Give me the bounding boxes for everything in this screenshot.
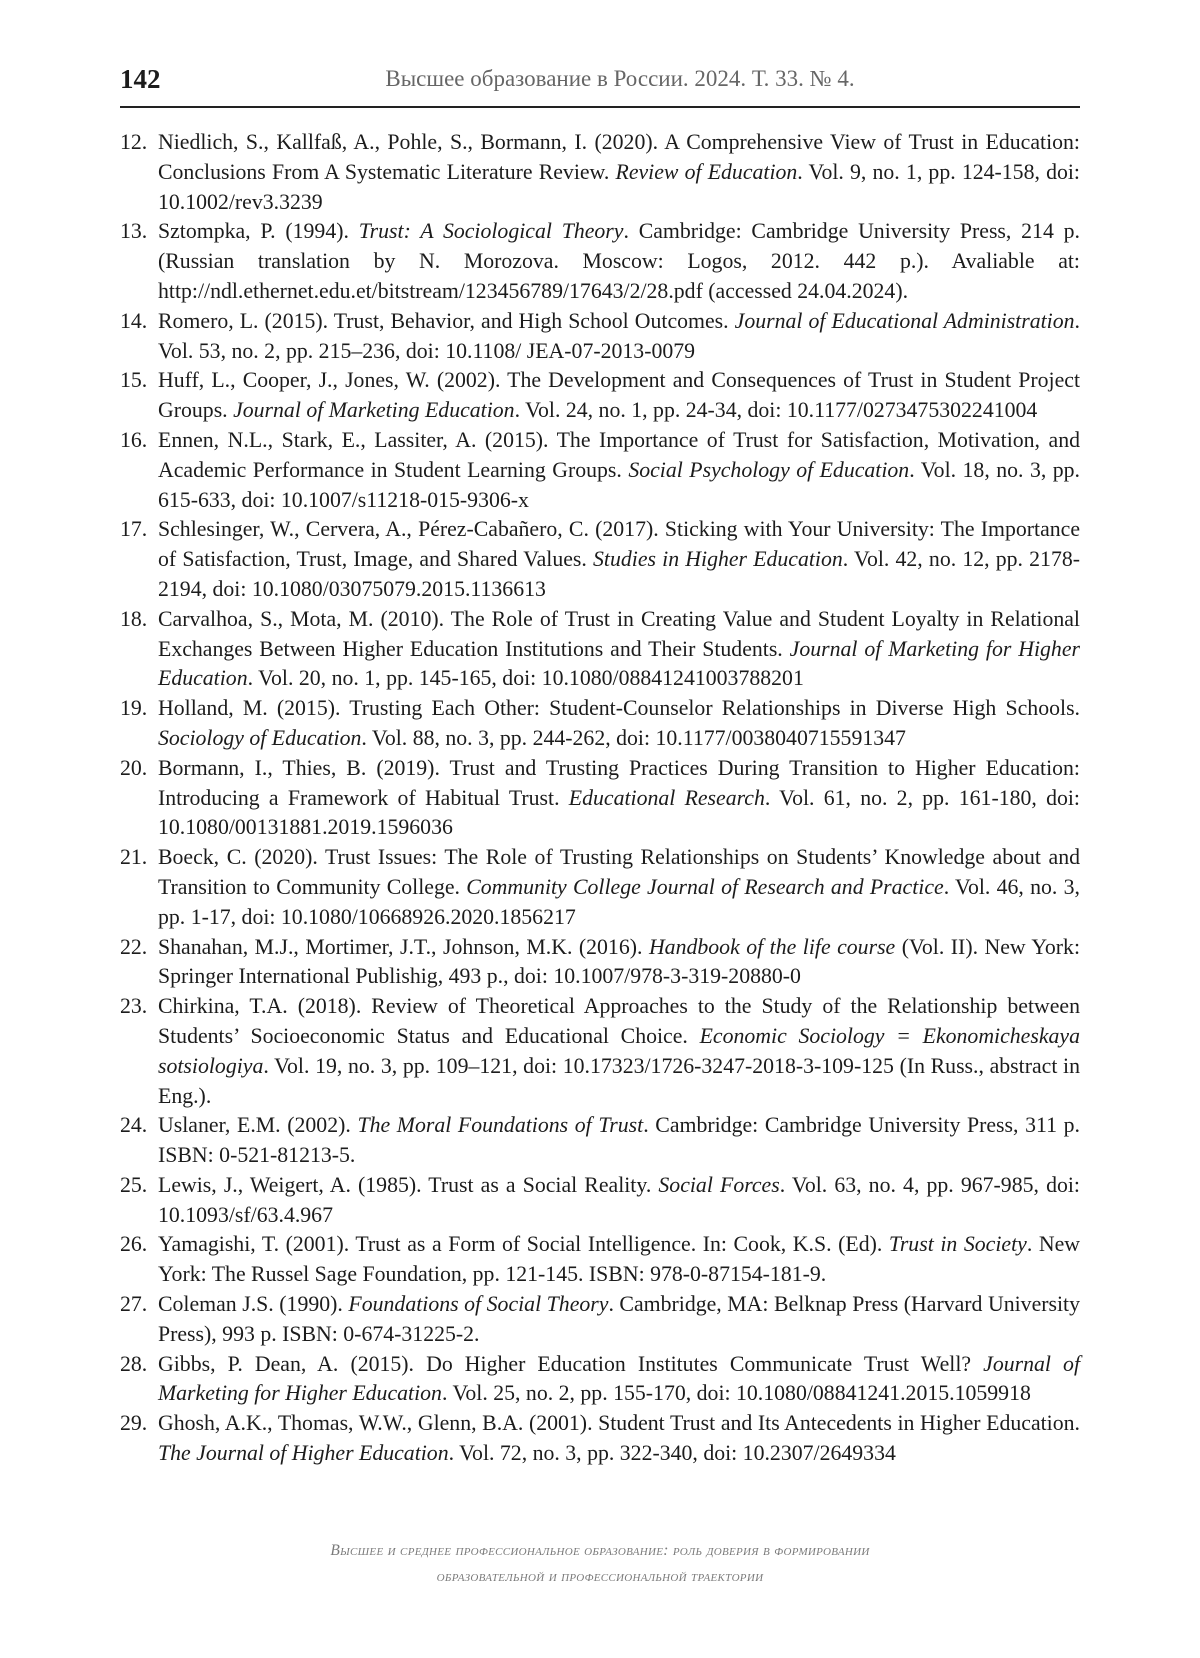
reference-source-title: Trust in Society [888, 1232, 1027, 1257]
reference-details: . Vol. 61, no. 2, pp. 161-180, doi: 10.1080/00131881.2019.1596036 [158, 785, 1080, 840]
reference-details: . Cambridge: Cambridge University Press, 311 p. ISBN: 0-521-81213-5. [158, 1113, 1080, 1168]
reference-text: Huff, L., Cooper, J., Jones, W. (2002). The Development and Consequences of Trust in Student Project Groups. [158, 368, 1080, 423]
reference-number: 27. [120, 1292, 148, 1317]
reference-text: Bormann, I., Thies, B. (2019). Trust and Trusting Practices During Transition to Higher Education: Introducing a Framework of Habitual Trust. [158, 755, 1080, 810]
reference-number: 26. [120, 1232, 148, 1257]
reference-item [120, 933, 1080, 993]
reference-number: 17. [120, 517, 148, 542]
reference-details: . Vol. 42, no. 12, pp. 2178-2194, doi: 10.1080/03075079.2015.1136613 [158, 547, 1081, 601]
reference-number: 23. [120, 994, 148, 1019]
reference-text: Yamagishi, T. (2001). Trust as a Form of Social Intelligence. In: Cook, K.S. (Ed). [158, 1232, 889, 1257]
reference-text: Holland, M. (2015). Trusting Each Other: Student-Counselor Relationships in Diverse High Schools. [158, 696, 1080, 721]
reference-text: Uslaner, E.M. (2002). [158, 1113, 358, 1138]
reference-item [120, 694, 1080, 754]
reference-item [120, 366, 1080, 426]
reference-source-title: Studies in Higher Education [593, 547, 843, 572]
reference-source-title: Foundations of Social Theory [348, 1292, 609, 1317]
journal-title: Высшее образование в России. 2024. Т. 33. № 4. [385, 66, 855, 91]
reference-item [120, 515, 1080, 604]
reference-item [120, 128, 1080, 217]
reference-number: 28. [120, 1351, 148, 1376]
reference-source-title: Social Psychology of Education [628, 457, 910, 482]
reference-number: 12. [120, 130, 148, 154]
footer-line-1: Высшее и среднее профессиональное образование: роль доверия в формировании [330, 1542, 870, 1559]
reference-details: . Vol. 53, no. 2, pp. 215–236, doi: 10.1108/ JEA-07-2013-0079 [158, 308, 1080, 363]
reference-source-title: Handbook of the life course [648, 934, 896, 959]
reference-number: 21. [120, 845, 148, 870]
reference-text: Sztompka, P. (1994). [158, 219, 359, 244]
reference-text: Lewis, J., Weigert, A. (1985). Trust as a Social Reality. [158, 1172, 659, 1197]
reference-item [120, 1171, 1080, 1231]
reference-number: 14. [120, 308, 148, 333]
reference-text: Romero, L. (2015). Trust, Behavior, and High School Outcomes. [158, 308, 735, 333]
reference-details: (Vol. II). New York: Springer International Publishig, 493 p., doi: 10.1007/978-3-319-20880-0 [158, 934, 1081, 989]
running-header [120, 60, 1080, 108]
reference-item [120, 1350, 1080, 1410]
reference-details: . Vol. 25, no. 2, pp. 155-170, doi: 10.1080/08841241.2015.1059918 [441, 1381, 1031, 1406]
reference-item [120, 1409, 1080, 1469]
reference-source-title: Journal of Educational Administration [734, 308, 1075, 333]
reference-source-title: Educational Research [568, 785, 765, 810]
reference-number: 16. [120, 427, 148, 452]
reference-text: Chirkina, T.A. (2018). Review of Theoretical Approaches to the Study of the Relationship between Students’ Socioeconomic Status and Educational Choice. [158, 994, 1080, 1048]
reference-item [120, 426, 1080, 515]
reference-source-title: Sociology of Education [158, 725, 362, 750]
reference-source-title: Journal of Marketing for Higher Education [158, 1351, 1081, 1406]
reference-item [120, 307, 1080, 367]
reference-number: 18. [120, 606, 148, 631]
reference-source-title: Social Forces [658, 1172, 780, 1197]
reference-item [120, 217, 1080, 306]
footer-line-2: образовательной и профессиональной траектории [436, 1568, 764, 1585]
reference-source-title: Journal of Marketing Education [233, 398, 515, 423]
reference-details: . Vol. 20, no. 1, pp. 145-165, doi: 10.1080/08841241003788201 [247, 666, 804, 691]
reference-number: 20. [120, 755, 148, 780]
reference-source-title: Review of Education [615, 159, 798, 184]
reference-number: 25. [120, 1172, 148, 1197]
reference-number: 15. [120, 368, 148, 393]
reference-item [120, 1230, 1080, 1290]
reference-number: 29. [120, 1411, 148, 1436]
reference-details: . Vol. 63, no. 4, pp. 967-985, doi: 10.1093/sf/63.4.967 [158, 1172, 1080, 1227]
reference-text: Ennen, N.L., Stark, E., Lassiter, A. (2015). The Importance of Trust for Satisfaction, Motivation, and Academic Performance in Student Learning Groups. [158, 427, 1080, 482]
reference-item [120, 1290, 1080, 1350]
reference-text: Schlesinger, W., Cervera, A., Pérez-Cabañero, C. (2017). Sticking with Your University: The Importance of Satisfaction, Trust, Image, and Shared Values. [158, 517, 1080, 572]
reference-source-title: Journal of Marketing for Higher Education [158, 636, 1080, 691]
reference-details: . Cambridge, MA: Belknap Press (Harvard University Press), 993 p. ISBN: 0-674-31225-2. [158, 1292, 1080, 1346]
reference-item [120, 843, 1080, 932]
page-number: 142 [120, 64, 161, 94]
reference-details: . Vol. 24, no. 1, pp. 24-34, doi: 10.1177/0273475302241004 [514, 398, 1038, 423]
reference-details: . Vol. 18, no. 3, pp. 615-633, doi: 10.1007/s11218-015-9306-x [158, 457, 1080, 512]
reference-details: . New York: The Russel Sage Foundation, pp. 121-145. ISBN: 978-0-87154-181-9. [158, 1232, 1081, 1287]
reference-details: . Vol. 72, no. 3, pp. 322-340, doi: 10.2307/2649334 [448, 1441, 896, 1466]
reference-source-title: The Journal of Higher Education [158, 1441, 449, 1466]
reference-text: Shanahan, M.J., Mortimer, J.T., Johnson, M.K. (2016). [158, 934, 649, 959]
reference-list [120, 128, 1080, 1469]
reference-text: Ghosh, A.K., Thomas, W.W., Glenn, B.A. (2001). Student Trust and Its Antecedents in Higher Education. [158, 1411, 1080, 1436]
reference-number: 19. [120, 696, 148, 721]
running-footer [120, 1538, 1080, 1590]
reference-source-title: The Moral Foundations of Trust [357, 1113, 644, 1138]
reference-details: . Vol. 46, no. 3, pp. 1-17, doi: 10.1080/10668926.2020.1856217 [158, 874, 1080, 929]
reference-number: 24. [120, 1113, 148, 1138]
reference-item [120, 1111, 1080, 1171]
reference-text: Carvalhoa, S., Mota, M. (2010). The Role of Trust in Creating Value and Student Loyalty in Relational Exchanges Between Higher Education Institutions and Their Students. [158, 606, 1080, 661]
reference-text: Gibbs, P. Dean, A. (2015). Do Higher Education Institutes Communicate Trust Well? [158, 1351, 984, 1376]
reference-text: Boeck, C. (2020). Trust Issues: The Role of Trusting Relationships on Students’ Knowledge about and Transition to Community College. [158, 845, 1080, 899]
reference-source-title: Community College Journal of Research and Practice [466, 874, 944, 899]
reference-number: 22. [120, 934, 148, 959]
reference-item [120, 754, 1080, 843]
reference-item [120, 605, 1080, 694]
reference-source-title: Economic Sociology = Ekonomicheskaya sotsiologiya [158, 1023, 1080, 1078]
reference-text: Niedlich, S., Kallfaß, A., Pohle, S., Bormann, I. (2020). A Comprehensive View of Trust in Education: Conclusions From A Systematic Literature Review. [158, 130, 1080, 184]
reference-item [120, 992, 1080, 1111]
reference-details: . Cambridge: Cambridge University Press, 214 p. (Russian translation by N. Morozova. Moscow: Logos, 2012. 442 p.). Avaliable at: http://ndl.ethernet.edu.et/bitstream/123456789/17643/2/28.pdf (accessed 24.04.2024). [158, 219, 1080, 303]
reference-text: Coleman J.S. (1990). [158, 1292, 349, 1317]
reference-source-title: Trust: A Sociological Theory [358, 219, 624, 244]
reference-details: . Vol. 19, no. 3, pp. 109–121, doi: 10.17323/1726-3247-2018-3-109-125 (In Russ., abstract in Eng.). [158, 1053, 1080, 1108]
reference-details: . Vol. 9, no. 1, pp. 124-158, doi: 10.1002/rev3.3239 [158, 159, 1080, 214]
reference-number: 13. [120, 219, 148, 244]
reference-details: . Vol. 88, no. 3, pp. 244-262, doi: 10.1177/0038040715591347 [361, 725, 906, 750]
